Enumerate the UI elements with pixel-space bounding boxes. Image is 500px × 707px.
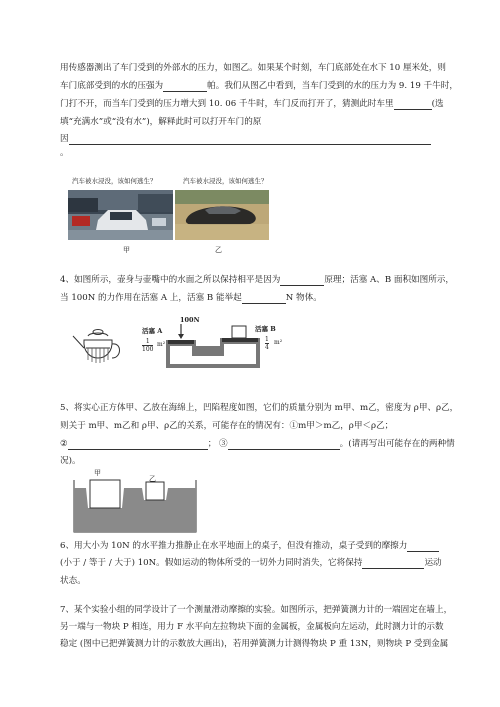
q6-blank-friction[interactable] bbox=[407, 542, 439, 552]
photo-submerged-car bbox=[175, 190, 269, 240]
q5-line-3-b: ； ③ bbox=[207, 439, 228, 449]
q3-line-1: 用传感器测出了车门受到的外部水的压力，如图乙。如果某个时刻，车门底部处在水下 10 厘米处，则 bbox=[60, 63, 446, 73]
q3-line-2-a: 车门底部受到的水的压强为 bbox=[60, 81, 164, 91]
cube-yi bbox=[146, 482, 164, 500]
q6-line-2-b: 运动 bbox=[424, 558, 442, 568]
fig-area-a-unit: m² bbox=[157, 341, 166, 348]
q3-blank-water[interactable] bbox=[394, 100, 432, 110]
q4-line-1-b: 原理；活塞 A、B 面积如图所示， bbox=[324, 275, 455, 285]
q4-blank-force[interactable] bbox=[242, 294, 286, 304]
q4-line-2-b: N 物体。 bbox=[285, 293, 322, 303]
fig-area-a bbox=[142, 338, 153, 353]
q3-line-2 bbox=[60, 81, 458, 92]
fig-label-right: 乙 bbox=[215, 246, 222, 254]
teapot-drawing bbox=[73, 330, 120, 364]
q7-line-2: 另一端与一物块 P 相连，用力 F 水平向左拉物块下面的金属板，金属板向左运动，此时测力计的示数 bbox=[60, 622, 444, 632]
q3-line-4: 填“充满水”或“没有水”)，解释此时可以打开车门的原 bbox=[60, 117, 262, 127]
q4-blank-principle[interactable] bbox=[280, 276, 324, 286]
q6-line-2 bbox=[60, 558, 442, 569]
q3-line-6: 。 bbox=[60, 148, 69, 158]
q5-line-3-c: 。(请再写出可能存在的两种情 bbox=[339, 439, 455, 449]
q5-blank-case-3[interactable] bbox=[228, 440, 340, 450]
q5-fig-label-yi: 乙 bbox=[149, 475, 156, 483]
fig-area-b-unit: m² bbox=[274, 339, 283, 346]
fig-area-b-num: 1 bbox=[265, 336, 269, 343]
q6-line-1 bbox=[60, 541, 439, 552]
q5-line-2: 则关于 m甲、m乙和 ρ甲、ρ乙的关系，可能存在的情况有：①m甲＞m乙，ρ甲＜ρ乙； bbox=[60, 421, 394, 431]
q5-line-1: 5、将实心正方体甲、乙放在海绵上，凹陷程度如图，它们的质量分别为 m甲、m乙，密度为 ρ甲、ρ乙， bbox=[60, 403, 459, 413]
q6-line-1-a: 6、用大小为 10N 的水平推力推静止在水平地面上的桌子，但没有推动，桌子受到的摩擦力 bbox=[60, 541, 408, 551]
q5-line-4: 况)。 bbox=[60, 456, 81, 466]
q4-figure bbox=[70, 318, 283, 379]
q5-fig-label-jia: 甲 bbox=[94, 469, 101, 477]
fig-piston-b-label: 活塞 B bbox=[255, 325, 276, 333]
q5-line-3-a: ② bbox=[60, 439, 68, 449]
fig-area-a-num: 1 bbox=[145, 338, 150, 345]
q7-line-3: 稳定 (图中已把弹簧测力计的示数放大画出)，若用弹簧测力计测得物块 P 重 13N，则物块 P 受到金属 bbox=[60, 639, 449, 649]
q6-line-2-a: (小于 / 等于 / 大于) 10N。假如运动的物体所受的一切外力同时消失，它将保持 bbox=[60, 558, 363, 568]
fig-area-b bbox=[265, 336, 269, 351]
fig-piston-a-label: 活塞 A bbox=[142, 327, 163, 335]
cube-jia bbox=[90, 480, 120, 508]
fig-area-b-den: 4 bbox=[265, 344, 269, 351]
q6-blank-motion[interactable] bbox=[362, 559, 424, 569]
q3-blank-pressure[interactable] bbox=[163, 82, 207, 92]
q7-line-1: 7、某个实验小组的同学设计了一个测量滑动摩擦的实验。如图所示，把弹簧测力计的一端固定在墙上， bbox=[60, 605, 453, 615]
fig-caption-right: 汽车被水浸没，该如何逃生？ bbox=[183, 177, 268, 185]
q3-line-3-b: (选 bbox=[431, 99, 444, 109]
q4-line-2-a: 当 100N 的力作用在活塞 A 上，活塞 B 能举起 bbox=[60, 293, 242, 303]
q3-line-3-a: 门打不开，而当车门受到的压力增大到 10. 06 千牛时，车门反而打开了，猜测此时车里 bbox=[60, 99, 394, 109]
q3-line-5-a: 因 bbox=[60, 134, 69, 144]
fig-area-a-den: 100 bbox=[142, 346, 154, 353]
fig-caption-left: 汽车被水浸没，该如何逃生？ bbox=[72, 177, 157, 185]
fig-label-left: 甲 bbox=[123, 246, 130, 254]
photo-flooded-street bbox=[68, 190, 173, 240]
hydraulic-press-drawing bbox=[166, 324, 260, 368]
fig-force-label: 100N bbox=[180, 316, 200, 324]
q5-blank-case-2[interactable] bbox=[68, 440, 208, 450]
q5-figure bbox=[70, 470, 200, 541]
q3-blank-reason[interactable] bbox=[69, 135, 431, 145]
q3-line-2-b: 帕。我们从图乙中看到，当车门受到的水的压力为 9. 19 千牛时， bbox=[207, 81, 458, 91]
q4-line-1 bbox=[60, 275, 454, 286]
q4-line-1-a: 4、如图所示，壶身与壶嘴中的水面之所以保持相平是因为 bbox=[60, 275, 281, 285]
q3-line-5 bbox=[60, 134, 431, 145]
q3-line-3 bbox=[60, 99, 444, 110]
q6-line-3: 状态。 bbox=[60, 576, 86, 586]
q5-line-3 bbox=[60, 439, 455, 450]
q4-line-2 bbox=[60, 293, 322, 304]
